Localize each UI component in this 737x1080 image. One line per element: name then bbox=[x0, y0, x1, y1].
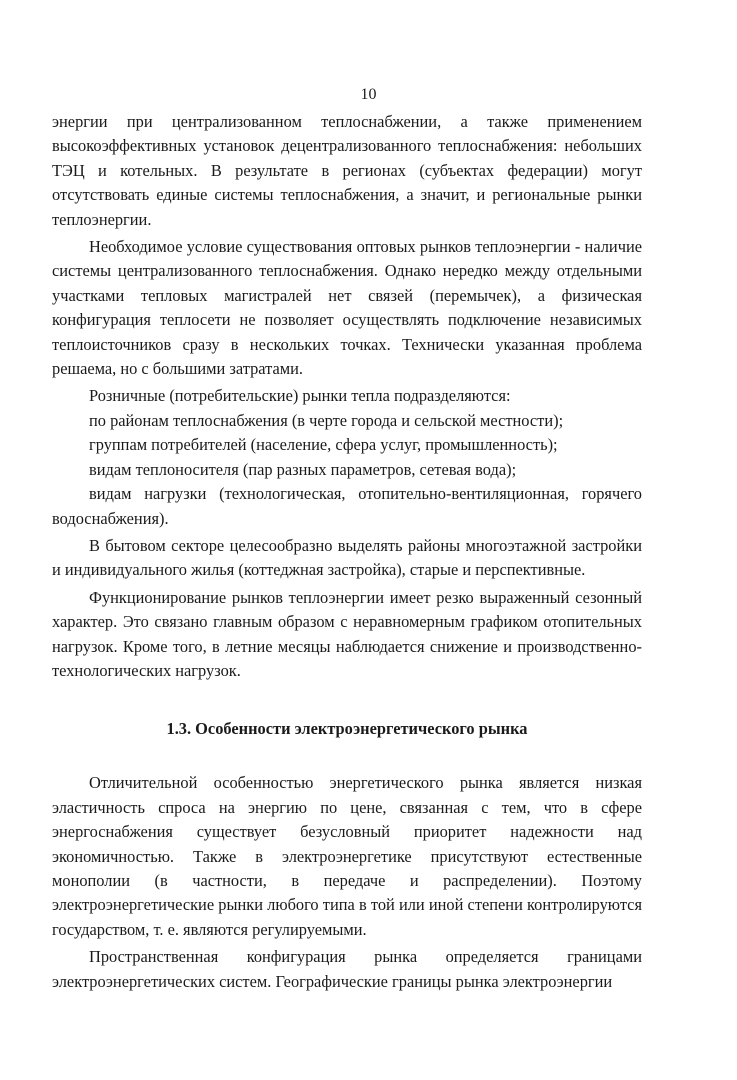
list-item-consumer-groups: группам потребителей (население, сфера услуг, промышленность); bbox=[89, 435, 558, 455]
paragraph-spatial-configuration: Пространственная конфигурация рынка определяется границами электроэнергетических систем. Географические границы рынка электроэнергии bbox=[52, 947, 642, 991]
page-number: 10 bbox=[360, 86, 377, 103]
list-item-load-types: видам нагрузки (технологическая, отопительно-вентиляционная, горячего водоснабжения). bbox=[52, 484, 642, 528]
paragraph-market-feature: Отличительной особенностью энергетического рынка является низкая эластичность спроса на энергию по цене, связанная с тем, что в сфере энергоснабжения существует безусловный приоритет надежности над экономичностью. Также в электроэнергетике присутствуют естественные монополии (в частности, в передаче и распределении). Поэтому электроэнергетические рынки любого типа в той или иной степени контролируются государством, т. е. являются регулируемыми. bbox=[52, 773, 642, 939]
list-item-regions: по районам теплоснабжения (в черте города и сельской местности); bbox=[89, 410, 564, 430]
paragraph-retail-intro: Розничные (потребительские) рынки тепла подразделяются: bbox=[89, 386, 511, 406]
list-item-heat-carrier: видам теплоносителя (пар разных параметров, сетевая вода); bbox=[89, 459, 517, 479]
section-heading: 1.3. Особенности электроэнергетического рынка bbox=[166, 719, 528, 739]
body-text bbox=[52, 110, 642, 994]
paragraph-seasonality: Функционирование рынков теплоэнергии имеет резко выраженный сезонный характер. Это связано главным образом с неравномерным графиком отопительных нагрузок. Кроме того, в летние месяцы наблюдается снижение и производственно-технологических нагрузок. bbox=[52, 587, 642, 680]
paragraph-household-sector: В бытовом секторе целесообразно выделять районы многоэтажной застройки и индивидуального жилья (коттеджная застройка), старые и перспективные. bbox=[52, 535, 642, 580]
paragraph-continuation: энергии при централизованном теплоснабжении, а также применением высокоэффективных установок децентрализованного теплоснабжения: небольших ТЭЦ и котельных. В результате в регионах (субъектах федерации) могут отсутствовать единые системы теплоснабжения, а значит, и региональные рынки теплоэнергии. bbox=[52, 112, 642, 229]
paragraph-wholesale-condition: Необходимое условие существования оптовых рынков теплоэнергии - наличие системы централизованного теплоснабжения. Однако нередко между отдельными участками тепловых магистралей нет связей (перемычек), а физическая конфигурация теплосети не позволяет осуществлять подключение независимых теплоисточников сразу в нескольких точках. Технически указанная проблема решаема, но с большими затратами. bbox=[52, 237, 642, 379]
